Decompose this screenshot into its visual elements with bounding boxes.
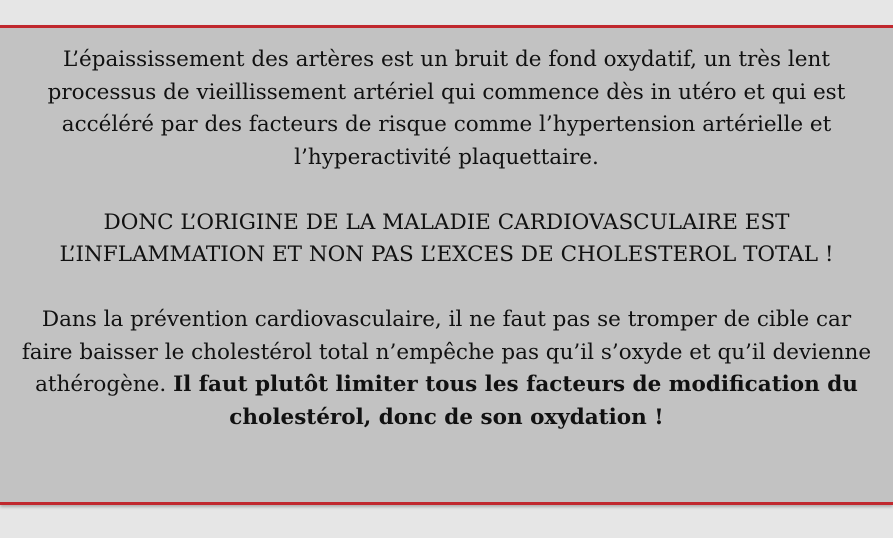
paragraph-arterial-thickening: L’épaississement des artères est un bruit de fond oxydatif, un très lent processus de vieillissement artériel qui commence dès in utéro et qui est accéléré par des facteurs de risque comme l’hypertension artérielle et l’hyperactivité plaquettaire. (47, 47, 846, 170)
prevention-bold-text: Il faut plutôt limiter tous les facteurs de modification du cholestérol, donc de son oxydation ! (173, 372, 858, 430)
text-content (14, 44, 879, 434)
paragraph-conclusion-caps: DONC L’ORIGINE DE LA MALADIE CARDIOVASCULAIRE EST L’INFLAMMATION ET NON PAS L’EXCES DE CHOLESTEROL TOTAL ! (59, 209, 834, 267)
paragraph-spacer (14, 272, 879, 305)
text-box (0, 25, 893, 505)
paragraph-spacer (14, 174, 879, 207)
paragraph-prevention (14, 304, 879, 434)
prevention-text: Dans la prévention cardiovasculaire, il ne faut pas se tromper de cible car faire baisser le cholestérol total n’empêche pas qu’il s’oxyde et qu’il devienne athérogène. (21, 307, 872, 397)
